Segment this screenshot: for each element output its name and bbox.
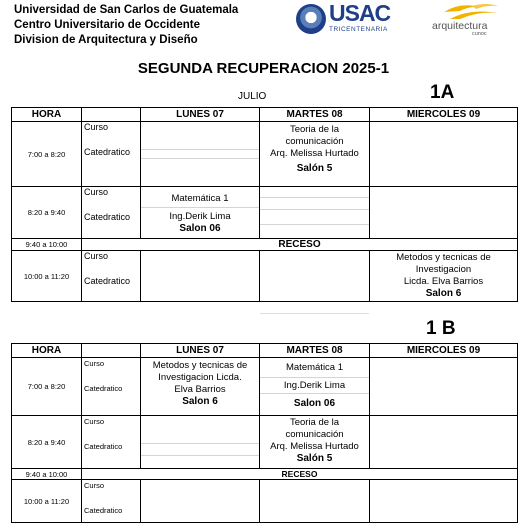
schedule-cell bbox=[370, 187, 518, 239]
schedule-cell bbox=[370, 251, 518, 302]
room-label: Salon 6 bbox=[182, 396, 218, 407]
teacher-entry: Ing.Derik Lima Salon 06 bbox=[141, 211, 259, 235]
arquitectura-logo-word: arquitectura bbox=[432, 20, 488, 32]
course-entry: Teoria de la comunicación Arq. Melissa Hurtado Salón 5 bbox=[260, 124, 369, 175]
course-entry: Metodos y tecnicas de Investigacion Licda. Elva Barrios Salon 6 bbox=[141, 360, 259, 408]
column-header-label bbox=[82, 108, 141, 122]
page-title: SEGUNDA RECUPERACION 2025-1 bbox=[137, 60, 390, 77]
row-labels bbox=[82, 480, 141, 523]
schedule-cell bbox=[260, 187, 370, 239]
course-label: Curso bbox=[84, 359, 105, 368]
time-slot: 8:20 a 9:40 bbox=[12, 187, 82, 239]
teacher-label: Catedratico bbox=[84, 442, 123, 451]
course-entry: Matemática 1 bbox=[285, 362, 344, 373]
column-header-miercoles: MIERCOLES 09 bbox=[370, 344, 518, 358]
usac-logo-sub: TRICENTENARIA bbox=[329, 26, 388, 33]
usac-logo bbox=[296, 0, 392, 37]
usac-seal-icon bbox=[296, 4, 326, 34]
row-labels bbox=[82, 251, 141, 302]
schedule-cell bbox=[141, 480, 260, 523]
group-label-1a: 1A bbox=[430, 82, 455, 103]
table-row bbox=[12, 122, 518, 187]
schedule-cell bbox=[260, 251, 370, 302]
course-label: Curso bbox=[84, 122, 109, 132]
teacher-label: Catedratico bbox=[84, 506, 123, 515]
schedule-cell bbox=[370, 416, 518, 469]
room-label: Salon 06 bbox=[293, 398, 336, 409]
time-slot: 7:00 a 8:20 bbox=[12, 122, 82, 187]
row-labels bbox=[82, 122, 141, 187]
table-row-recess bbox=[12, 469, 518, 480]
row-labels bbox=[82, 416, 141, 469]
course-entry: Metodos y tecnicas de Investigacion Licda. Elva Barrios Salon 6 bbox=[370, 252, 517, 300]
schedule-table-1b bbox=[11, 343, 518, 523]
schedule-table-1a bbox=[11, 107, 518, 302]
table-row bbox=[12, 251, 518, 302]
time-slot: 9:40 a 10:00 bbox=[12, 469, 82, 480]
schedule-cell bbox=[260, 480, 370, 523]
recess-label: RECESO bbox=[82, 239, 518, 251]
course-label: Curso bbox=[84, 481, 105, 490]
column-header-martes: MARTES 08 bbox=[260, 108, 370, 122]
room-label: Salon 06 bbox=[179, 223, 221, 234]
room-label: Salon 6 bbox=[425, 288, 462, 299]
schedule-cell bbox=[260, 358, 370, 416]
schedule-cell bbox=[370, 480, 518, 523]
schedule-cell bbox=[370, 358, 518, 416]
course-entry: Matemática 1 bbox=[171, 193, 229, 204]
course-label: Curso bbox=[84, 187, 109, 197]
campus-name: Centro Universitario de Occidente bbox=[14, 19, 200, 31]
column-header-martes: MARTES 08 bbox=[260, 344, 370, 358]
teacher-label: Catedratico bbox=[84, 384, 123, 393]
division-name: Division de Arquitectura y Diseño bbox=[14, 34, 198, 46]
row-labels bbox=[82, 358, 141, 416]
room-label: Salón 5 bbox=[296, 163, 333, 174]
row-labels bbox=[82, 187, 141, 239]
room-entry bbox=[260, 398, 369, 410]
schedule-cell bbox=[260, 416, 370, 469]
table-row bbox=[12, 480, 518, 523]
table-row bbox=[12, 416, 518, 469]
course-label: Curso bbox=[84, 251, 109, 261]
teacher-label: Catedratico bbox=[84, 147, 131, 157]
usac-logo-word: USAC bbox=[329, 0, 391, 26]
time-slot: 10:00 a 11:20 bbox=[12, 251, 82, 302]
schedule-cell bbox=[260, 122, 370, 187]
swoosh-icon bbox=[442, 3, 500, 21]
arquitectura-logo bbox=[432, 3, 502, 37]
institution-name: Universidad de San Carlos de Guatemala bbox=[14, 4, 239, 16]
column-header-label bbox=[82, 344, 141, 358]
teacher-entry: Ing.Derik Lima bbox=[283, 380, 346, 391]
time-slot: 8:20 a 9:40 bbox=[12, 416, 82, 469]
schedule-cell bbox=[141, 122, 260, 187]
column-header-lunes: LUNES 07 bbox=[141, 108, 260, 122]
separator-line bbox=[260, 313, 369, 314]
schedule-cell bbox=[141, 358, 260, 416]
column-header-hora: HORA bbox=[12, 344, 82, 358]
column-header-miercoles: MIERCOLES 09 bbox=[370, 108, 518, 122]
schedule-cell bbox=[141, 416, 260, 469]
time-slot: 7:00 a 8:20 bbox=[12, 358, 82, 416]
teacher-label: Catedratico bbox=[84, 276, 131, 286]
course-label: Curso bbox=[84, 417, 105, 426]
schedule-cell bbox=[141, 187, 260, 239]
course-entry: Teoria de la comunicación Arq. Melissa Hurtado Salón 5 bbox=[260, 417, 369, 465]
table-row bbox=[12, 358, 518, 416]
room-label: Salón 5 bbox=[296, 453, 333, 464]
teacher-label: Catedratico bbox=[84, 212, 131, 222]
arquitectura-logo-sub: cunoc bbox=[472, 31, 487, 37]
column-header-lunes: LUNES 07 bbox=[141, 344, 260, 358]
column-header-hora: HORA bbox=[12, 108, 82, 122]
month-label: JULIO bbox=[238, 91, 267, 102]
time-slot: 9:40 a 10:00 bbox=[12, 239, 82, 251]
time-slot: 10:00 a 11:20 bbox=[12, 480, 82, 523]
recess-label: RECESO bbox=[82, 469, 518, 480]
schedule-cell bbox=[370, 122, 518, 187]
table-row-recess bbox=[12, 239, 518, 251]
schedule-cell bbox=[141, 251, 260, 302]
table-row bbox=[12, 187, 518, 239]
group-label-1b: 1 B bbox=[426, 318, 456, 339]
